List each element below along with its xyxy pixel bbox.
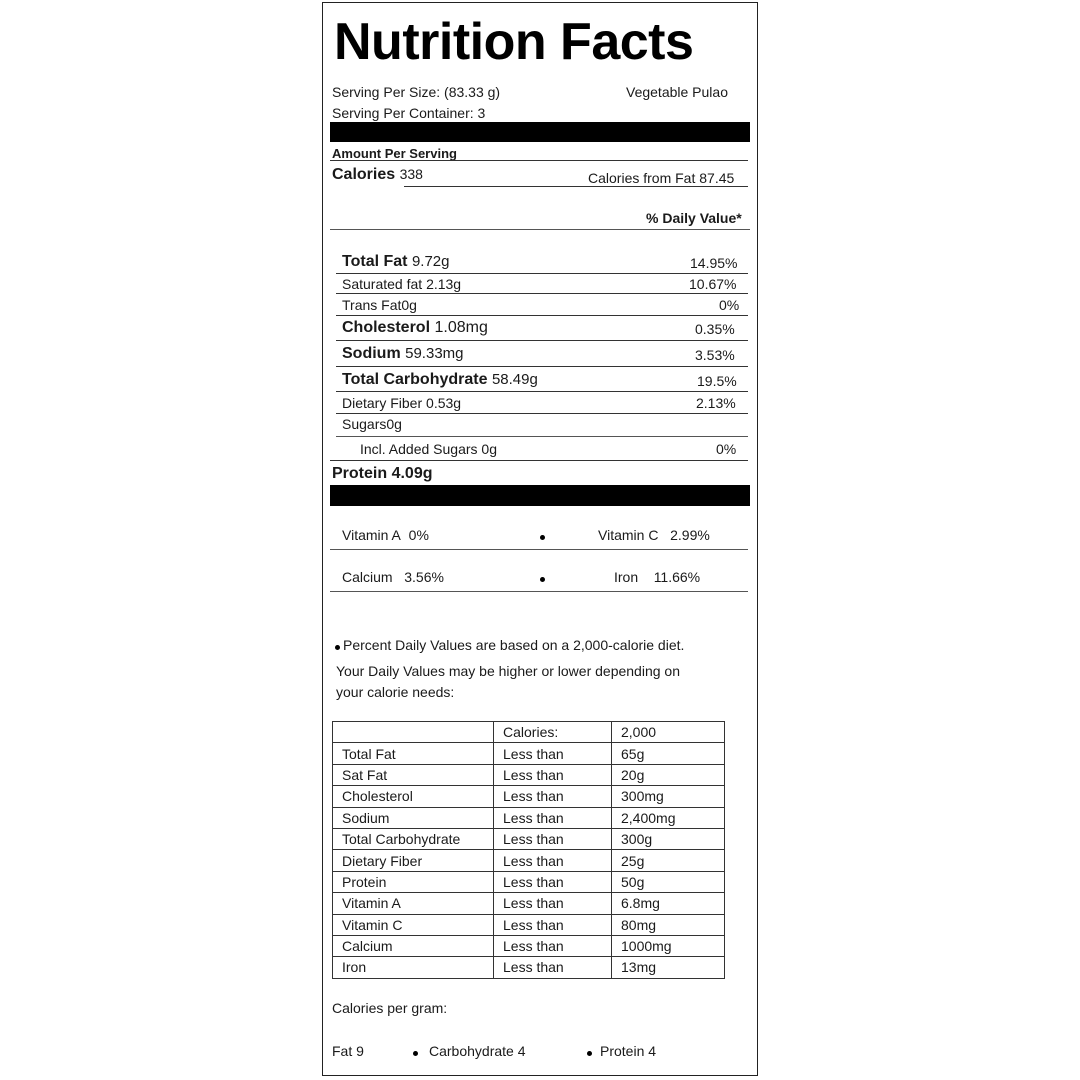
vitamin-c bbox=[598, 527, 710, 543]
bullet-dot bbox=[540, 577, 545, 582]
daily-values-table-body bbox=[333, 722, 725, 979]
vitamin-a-label: Vitamin A bbox=[342, 527, 401, 543]
protein-label: Protein bbox=[332, 465, 388, 482]
table-cell: Less than bbox=[494, 807, 612, 828]
table-cell: Less than bbox=[494, 871, 612, 892]
nutrient-label: Trans Fat bbox=[342, 297, 402, 313]
nutrient-row-sodium bbox=[342, 345, 464, 363]
table-cell: Vitamin A bbox=[333, 893, 494, 914]
table-cell: 300mg bbox=[612, 786, 725, 807]
nutrient-dv: 0% bbox=[719, 297, 740, 313]
nutrient-amount: 2.13g bbox=[426, 276, 462, 292]
bullet-dot bbox=[540, 535, 545, 540]
label-title: Nutrition Facts bbox=[334, 13, 694, 71]
table-cell: Less than bbox=[494, 743, 612, 764]
table-row bbox=[333, 914, 725, 935]
nutrient-amount: 0g bbox=[481, 441, 497, 457]
nutrient-label: Cholesterol bbox=[342, 319, 431, 336]
table-row bbox=[333, 764, 725, 785]
divider bbox=[336, 293, 748, 294]
daily-values-table bbox=[332, 721, 725, 979]
table-cell bbox=[333, 722, 494, 743]
divider bbox=[330, 160, 748, 161]
nutrient-row-protein bbox=[332, 465, 433, 483]
table-cell: 25g bbox=[612, 850, 725, 871]
table-cell: 1000mg bbox=[612, 935, 725, 956]
iron bbox=[614, 569, 700, 585]
nutrient-label: Sodium bbox=[342, 345, 401, 362]
table-cell: 80mg bbox=[612, 914, 725, 935]
product-name: Vegetable Pulao bbox=[626, 84, 728, 100]
table-row bbox=[333, 893, 725, 914]
nutrient-label: Total Carbohydrate bbox=[342, 371, 488, 388]
divider bbox=[336, 391, 748, 392]
table-row bbox=[333, 743, 725, 764]
table-cell: 65g bbox=[612, 743, 725, 764]
cpg-carbohydrate: Carbohydrate 4 bbox=[429, 1043, 526, 1059]
table-cell: Total Fat bbox=[333, 743, 494, 764]
divider bbox=[336, 436, 748, 437]
table-cell: Total Carbohydrate bbox=[333, 828, 494, 849]
divider bbox=[336, 340, 748, 341]
table-cell: Cholesterol bbox=[333, 786, 494, 807]
divider bbox=[404, 186, 748, 187]
nutrient-label: Incl. Added Sugars bbox=[360, 441, 478, 457]
footnote-line-2: your calorie needs: bbox=[336, 684, 455, 700]
table-header-row bbox=[333, 722, 725, 743]
table-cell: Less than bbox=[494, 893, 612, 914]
calcium-value: 3.56% bbox=[404, 569, 444, 585]
divider bbox=[330, 460, 748, 461]
nutrient-amount: 58.49g bbox=[491, 371, 538, 388]
nutrient-dv: 2.13% bbox=[696, 395, 736, 411]
nutrient-row-total-carbohydrate bbox=[342, 371, 538, 389]
table-cell: 2,000 bbox=[612, 722, 725, 743]
iron-value: 11.66% bbox=[653, 569, 701, 585]
nutrient-row-added-sugars bbox=[360, 441, 497, 457]
calcium-label: Calcium bbox=[342, 569, 393, 585]
calories-row bbox=[332, 166, 423, 184]
table-cell: 300g bbox=[612, 828, 725, 849]
table-cell: Less than bbox=[494, 850, 612, 871]
calcium bbox=[342, 569, 444, 585]
table-row bbox=[333, 786, 725, 807]
divider bbox=[330, 591, 748, 592]
nutrient-amount: 0g bbox=[386, 416, 402, 432]
table-cell: 50g bbox=[612, 871, 725, 892]
calories-per-gram-label: Calories per gram: bbox=[332, 1000, 448, 1016]
divider bbox=[330, 229, 750, 230]
thick-divider-bottom bbox=[330, 485, 750, 506]
table-cell: Less than bbox=[494, 786, 612, 807]
amount-per-serving: Amount Per Serving bbox=[332, 146, 457, 161]
nutrient-label: Total Fat bbox=[342, 253, 408, 270]
bullet-dot bbox=[413, 1051, 418, 1056]
table-row bbox=[333, 957, 725, 978]
table-cell: Calories: bbox=[494, 722, 612, 743]
thick-divider-top bbox=[330, 122, 750, 142]
nutrient-amount: 59.33mg bbox=[405, 345, 464, 362]
table-cell: 13mg bbox=[612, 957, 725, 978]
table-cell: Less than bbox=[494, 957, 612, 978]
nutrient-label: Dietary Fiber bbox=[342, 395, 423, 411]
table-row bbox=[333, 850, 725, 871]
footnote-line-1: Your Daily Values may be higher or lower depending on bbox=[336, 663, 680, 679]
table-row bbox=[333, 807, 725, 828]
table-cell: 2,400mg bbox=[612, 807, 725, 828]
nutrient-amount: 1.08mg bbox=[434, 319, 488, 336]
calories-label: Calories bbox=[332, 166, 396, 183]
nutrient-row-sugars bbox=[342, 416, 402, 432]
daily-value-header: % Daily Value* bbox=[646, 210, 742, 226]
table-cell: Sodium bbox=[333, 807, 494, 828]
nutrient-dv: 10.67% bbox=[689, 276, 737, 292]
nutrient-row-total-fat bbox=[342, 253, 449, 271]
table-cell: Calcium bbox=[333, 935, 494, 956]
nutrient-dv: 14.95% bbox=[690, 255, 738, 271]
divider bbox=[336, 273, 748, 274]
table-cell: Dietary Fiber bbox=[333, 850, 494, 871]
vitamin-a-value: 0% bbox=[408, 527, 429, 543]
serving-per-container: Serving Per Container: 3 bbox=[332, 105, 486, 121]
nutrient-row-cholesterol bbox=[342, 319, 488, 337]
table-cell: Less than bbox=[494, 764, 612, 785]
cpg-fat: Fat 9 bbox=[332, 1043, 364, 1059]
iron-label: Iron bbox=[614, 569, 639, 585]
bullet-dot bbox=[587, 1051, 592, 1056]
table-row bbox=[333, 828, 725, 849]
table-cell: Less than bbox=[494, 828, 612, 849]
table-cell: Less than bbox=[494, 914, 612, 935]
nutrient-dv: 3.53% bbox=[695, 347, 735, 363]
nutrient-amount: 0.53g bbox=[426, 395, 462, 411]
footnote-daily-values: Percent Daily Values are based on a 2,000-calorie diet. bbox=[343, 637, 685, 653]
table-cell: 20g bbox=[612, 764, 725, 785]
nutrient-dv: 0% bbox=[716, 441, 737, 457]
table-cell: 6.8mg bbox=[612, 893, 725, 914]
divider bbox=[336, 413, 748, 414]
nutrient-amount: 9.72g bbox=[411, 253, 450, 270]
table-row bbox=[333, 935, 725, 956]
nutrient-row-saturated-fat bbox=[342, 276, 461, 292]
table-cell: Sat Fat bbox=[333, 764, 494, 785]
nutrient-label: Saturated fat bbox=[342, 276, 423, 292]
nutrient-row-dietary-fiber bbox=[342, 395, 461, 411]
table-cell: Iron bbox=[333, 957, 494, 978]
vitamin-c-value: 2.99% bbox=[670, 527, 710, 543]
vitamin-a bbox=[342, 527, 429, 543]
divider bbox=[336, 315, 748, 316]
bullet-dot bbox=[335, 645, 340, 650]
nutrient-row-trans-fat bbox=[342, 297, 417, 313]
calories-value: 338 bbox=[399, 166, 423, 182]
nutrient-dv: 19.5% bbox=[697, 373, 737, 389]
vitamin-c-label: Vitamin C bbox=[598, 527, 659, 543]
table-row bbox=[333, 871, 725, 892]
cpg-protein: Protein 4 bbox=[600, 1043, 657, 1059]
table-cell: Vitamin C bbox=[333, 914, 494, 935]
table-cell: Protein bbox=[333, 871, 494, 892]
nutrient-label: Sugars bbox=[342, 416, 387, 432]
calories-from-fat: Calories from Fat 87.45 bbox=[588, 170, 735, 186]
table-cell: Less than bbox=[494, 935, 612, 956]
divider bbox=[330, 549, 748, 550]
nutrient-amount: 0g bbox=[401, 297, 417, 313]
divider bbox=[336, 366, 748, 367]
nutrient-dv: 0.35% bbox=[695, 321, 735, 337]
protein-value: 4.09g bbox=[391, 465, 433, 482]
serving-size: Serving Per Size: (83.33 g) bbox=[332, 84, 501, 100]
